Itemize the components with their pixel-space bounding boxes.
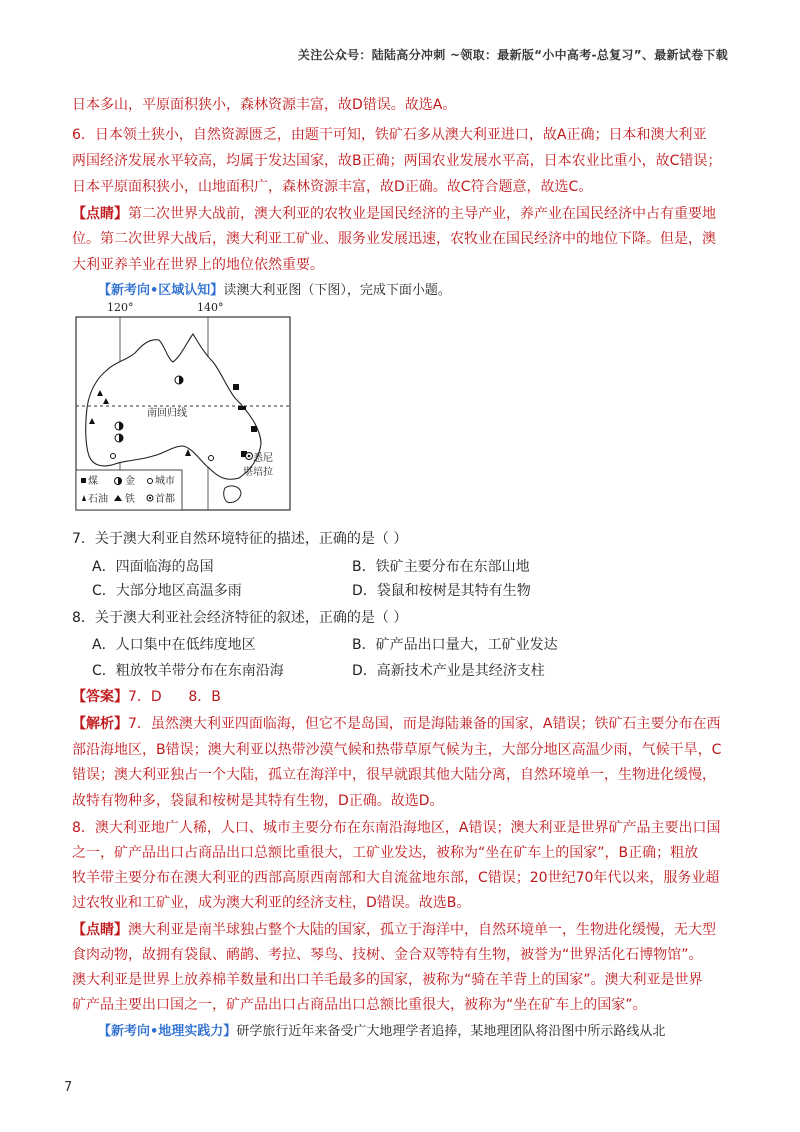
text-line: 日本平原面积狭小，山地面积广，森林资源丰富，故D正确。故C符合题意，故选C。 — [72, 179, 593, 195]
lon-140-label: 140° — [197, 301, 224, 314]
question-7: 7．关于澳大利亚自然环境特征的描述，正确的是（ ） — [72, 531, 408, 547]
text-line: 日本多山，平原面积狭小，森林资源丰富，故D错误。故选A。 — [72, 97, 457, 113]
q8-option-c: C．粗放牧羊带分布在东南沿海 — [92, 663, 284, 679]
legend-label: 首都 — [155, 494, 175, 505]
lon-120-label: 120° — [107, 301, 134, 314]
legend-label: 城市 — [155, 476, 175, 487]
text-line: 两国经济发展水平较高，均属于发达国家，故B正确；两国农业发展水平高，日本农业比重小，故C错误； — [72, 153, 722, 169]
text-line: 澳大利亚是世界上放养棉羊数量和出口羊毛最多的国家，被称为“骑在羊背上的国家”。澳大利亚是世界 — [72, 972, 703, 988]
answer-text: 7．D 8．B — [128, 689, 221, 705]
point-block — [72, 203, 732, 223]
point-tag: 【点睛】 — [72, 206, 128, 222]
text-line: 8．澳大利亚地广人稀，人口、城市主要分布在东南沿海地区，A错误；澳大利亚是世界矿产品主要出口国 — [72, 820, 721, 836]
analysis-block — [72, 713, 732, 733]
q7-option-c: C．大部分地区高温多雨 — [92, 583, 242, 599]
new-direction-tag: 【新考向•区域认知】 — [98, 283, 224, 298]
point-text: 第二次世界大战前，澳大利亚的农牧业是国民经济的主导产业，养产业在国民经济中占有重要地 — [128, 206, 716, 222]
tropic-label: 南回归线 — [147, 408, 187, 419]
text-line: 之一，矿产品出口占商品出口总额比重很大，工矿业发达，被称为“坐在矿车上的国家”，B正确；粗放 — [72, 845, 699, 861]
new-direction-tag: 【新考向•地理实践力】 — [98, 1024, 237, 1039]
capital-dot — [248, 455, 251, 458]
new-direction-text: 研学旅行近年来备受广大地理学者追捧，某地理团队将沿图中所示路线从北 — [236, 1024, 666, 1039]
text-line: 牧羊带主要分布在澳大利亚的西部高原西南部和大自流盆地东部，C错误；20世纪70年代以来，服务业超 — [72, 870, 720, 886]
answer-line — [72, 686, 732, 706]
australia-map — [75, 298, 295, 513]
coal-symbol — [251, 426, 257, 432]
new-direction-1 — [98, 279, 758, 298]
point-text: 澳大利亚是南半球独占整个大陆的国家，孤立于海洋中，自然环境单一，生物进化缓慢，无大型 — [128, 922, 716, 938]
text-line: 过农牧业和工矿业，成为澳大利亚的经济支柱，D错误。故选B。 — [72, 895, 471, 911]
text-line: 食肉动物，故拥有袋鼠、鸸鹋、考拉、琴鸟、技树、金合双等特有生物，被誉为“世界活化石博物馆”。 — [72, 947, 703, 963]
city-label: 悉尼 — [253, 453, 273, 464]
new-direction-text: 读澳大利亚图（下图），完成下面小题。 — [223, 283, 451, 298]
q8-option-d: D．高新技术产业是其经济支柱 — [352, 663, 545, 679]
text-line: 错误；澳大利亚独占一个大陆，孤立在海洋中，很早就跟其他大陆分离，自然环境单一，生物进化缓慢， — [72, 767, 716, 783]
q8-option-b: B．矿产品出口量大，工矿业发达 — [352, 637, 558, 653]
q7-option-b: B．铁矿主要分布在东部山地 — [352, 559, 530, 575]
city-symbol — [111, 454, 116, 459]
legend-city-icon — [148, 479, 153, 484]
city-symbol — [209, 456, 214, 461]
legend-label: 石油 — [88, 494, 108, 505]
legend-label: 煤 — [88, 476, 98, 487]
text-line: 位。第二次世界大战后，澳大利亚工矿业、服务业发展迅速，农牧业在国民经济中的地位下降。但是，澳 — [72, 231, 716, 247]
new-direction-2 — [98, 1020, 758, 1039]
legend-capital-dot — [149, 497, 151, 499]
answer-tag: 【答案】 — [72, 689, 128, 705]
coal-symbol — [238, 406, 246, 410]
text-line: 6．日本领土狭小，自然资源匮乏，由题干可知，铁矿石多从澳大利亚进口，故A正确；日本和澳大利亚 — [72, 127, 707, 143]
point-block-2 — [72, 919, 732, 939]
question-8: 8．关于澳大利亚社会经济特征的叙述，正确的是（ ） — [72, 610, 408, 626]
text-line: 故特有物种多，袋鼠和桉树是其特有生物，D正确。故选D。 — [72, 793, 444, 809]
page-number: 7 — [64, 1080, 73, 1095]
legend-label: 金 — [125, 476, 135, 487]
q8-option-a: A．人口集中在低纬度地区 — [92, 637, 256, 653]
text-line: 大利亚养羊业在世界上的地位依然重要。 — [72, 257, 324, 273]
point-tag: 【点睛】 — [72, 922, 128, 938]
analysis-tag: 【解析】 — [72, 716, 128, 732]
q7-option-a: A．四面临海的岛国 — [92, 559, 214, 575]
analysis-text: 7．虽然澳大利亚四面临海，但它不是岛国，而是海陆兼备的国家，A错误；铁矿石主要分布在西 — [128, 716, 721, 732]
q7-option-d: D．袋鼠和桉树是其特有生物 — [352, 583, 531, 599]
city-label: 堪培拉 — [243, 467, 273, 478]
text-line: 部沿海地区，B错误；澳大利亚以热带沙漠气候和热带草原气候为主，大部分地区高温少雨，气候干旱，C — [72, 742, 722, 758]
page-header: 关注公众号：陆陆高分冲刺 ~领取：最新版“小中高考-总复习”、最新试卷下载 — [297, 48, 728, 62]
legend-coal-icon — [81, 478, 86, 483]
text-line: 矿产品主要出口国之一，矿产品出口占商品出口总额比重很大，被称为“坐在矿车上的国家”。 — [72, 997, 647, 1013]
legend-label: 铁 — [125, 494, 135, 505]
coal-symbol — [233, 384, 239, 390]
